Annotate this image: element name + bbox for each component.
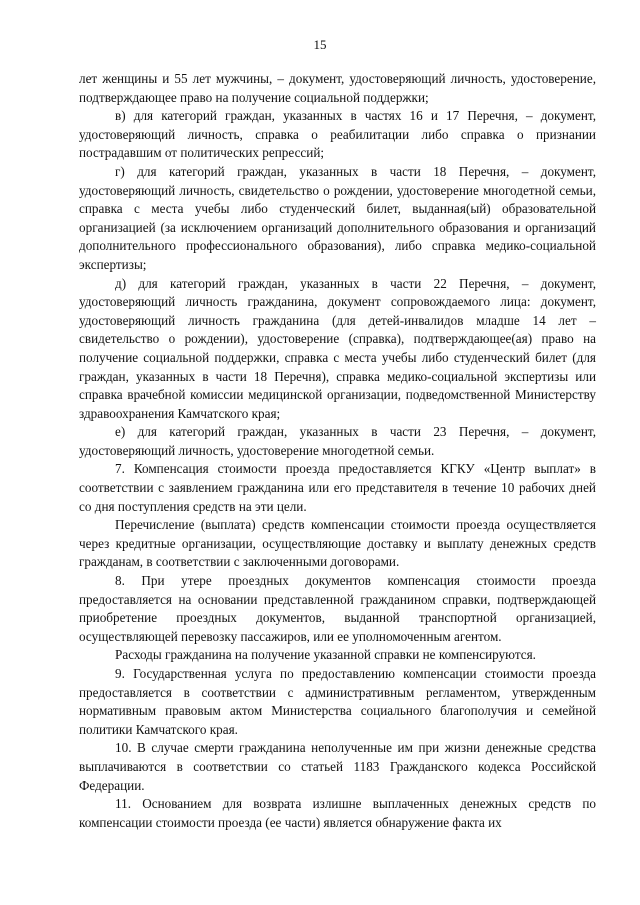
paragraph-10: 10. В случае смерти гражданина неполученные им при жизни денежные средства выплачиваются в соответствии со статьей 1183 Гражданского кодекса Российской Федерации. [79, 740, 596, 793]
paragraph-item-e: е) для категорий граждан, указанных в части 23 Перечня, – документ, удостоверяющий личность, удостоверение многодетной семьи. [79, 424, 596, 458]
paragraph-8: 8. При утере проездных документов компенсация стоимости проезда предоставляется на основании представленной гражданином справки, подтверждающей приобретение проездных документов, выданной транспортной организацией, осуществляющей перевозку пассажиров, или ее уполномоченным агентом. [79, 573, 596, 644]
paragraph-item-v: в) для категорий граждан, указанных в частях 16 и 17 Перечня, – документ, удостоверяющий личность, справка о реабилитации либо справка о признании пострадавшим от политических репрессий; [79, 108, 596, 161]
paragraph-7: 7. Компенсация стоимости проезда предоставляется КГКУ «Центр выплат» в соответствии с заявлением гражданина или его представителя в течение 10 рабочих дней со дня поступления средств на эти цели. [79, 461, 596, 514]
paragraph-item-d: д) для категорий граждан, указанных в части 22 Перечня, – документ, удостоверяющий личность гражданина, документ сопровождаемого лица: документ, удостоверяющий личность гражданина (для детей-инвалидов младше 14 лет – свидетельство о рождении), удостоверение (справка), подтверждающее(ая) право на получение социальной поддержки, справка с места учебы либо студенческий билет (для граждан, указанных в части 18 Перечня), справка медико-социальной экспертизы или справка врачебной комиссии медицинской организации, подведомственной Министерству здравоохранения Камчатского края; [79, 275, 596, 421]
paragraph-item-g: г) для категорий граждан, указанных в части 18 Перечня, – документ, удостоверяющий личность, свидетельство о рождении, удостоверение многодетной семьи, справка с места учебы либо студенческий билет, выданная(ый) образовательной организацией (за исключением организаций дополнительного образования и организаций дополнительного профессионального образования), либо справка медико-социальной экспертизы; [79, 163, 596, 272]
paragraph-11: 11. Основанием для возврата излишне выплаченных денежных средств по компенсации стоимости проезда (ее части) является обнаружение факта их [79, 796, 596, 830]
paragraph-8-expenses: Расходы гражданина на получение указанной справки не компенсируются. [115, 647, 536, 663]
document-body [79, 70, 596, 832]
paragraph-7-payment: Перечисление (выплата) средств компенсации стоимости проезда осуществляется через кредитные организации, осуществляющие доставку и выплату денежных средств гражданам, в соответствии с заключенными договорами. [79, 517, 596, 570]
paragraph-continuation: лет женщины и 55 лет мужчины, – документ, удостоверяющий личность, удостоверение, подтверждающее право на получение социальной поддержки; [79, 71, 596, 105]
paragraph-9: 9. Государственная услуга по предоставлению компенсации стоимости проезда предоставляется в соответствии с административным регламентом, утвержденным нормативным правовым актом Министерства социального благополучия и семейной политики Камчатского края. [79, 666, 596, 737]
page-number: 15 [313, 37, 327, 52]
